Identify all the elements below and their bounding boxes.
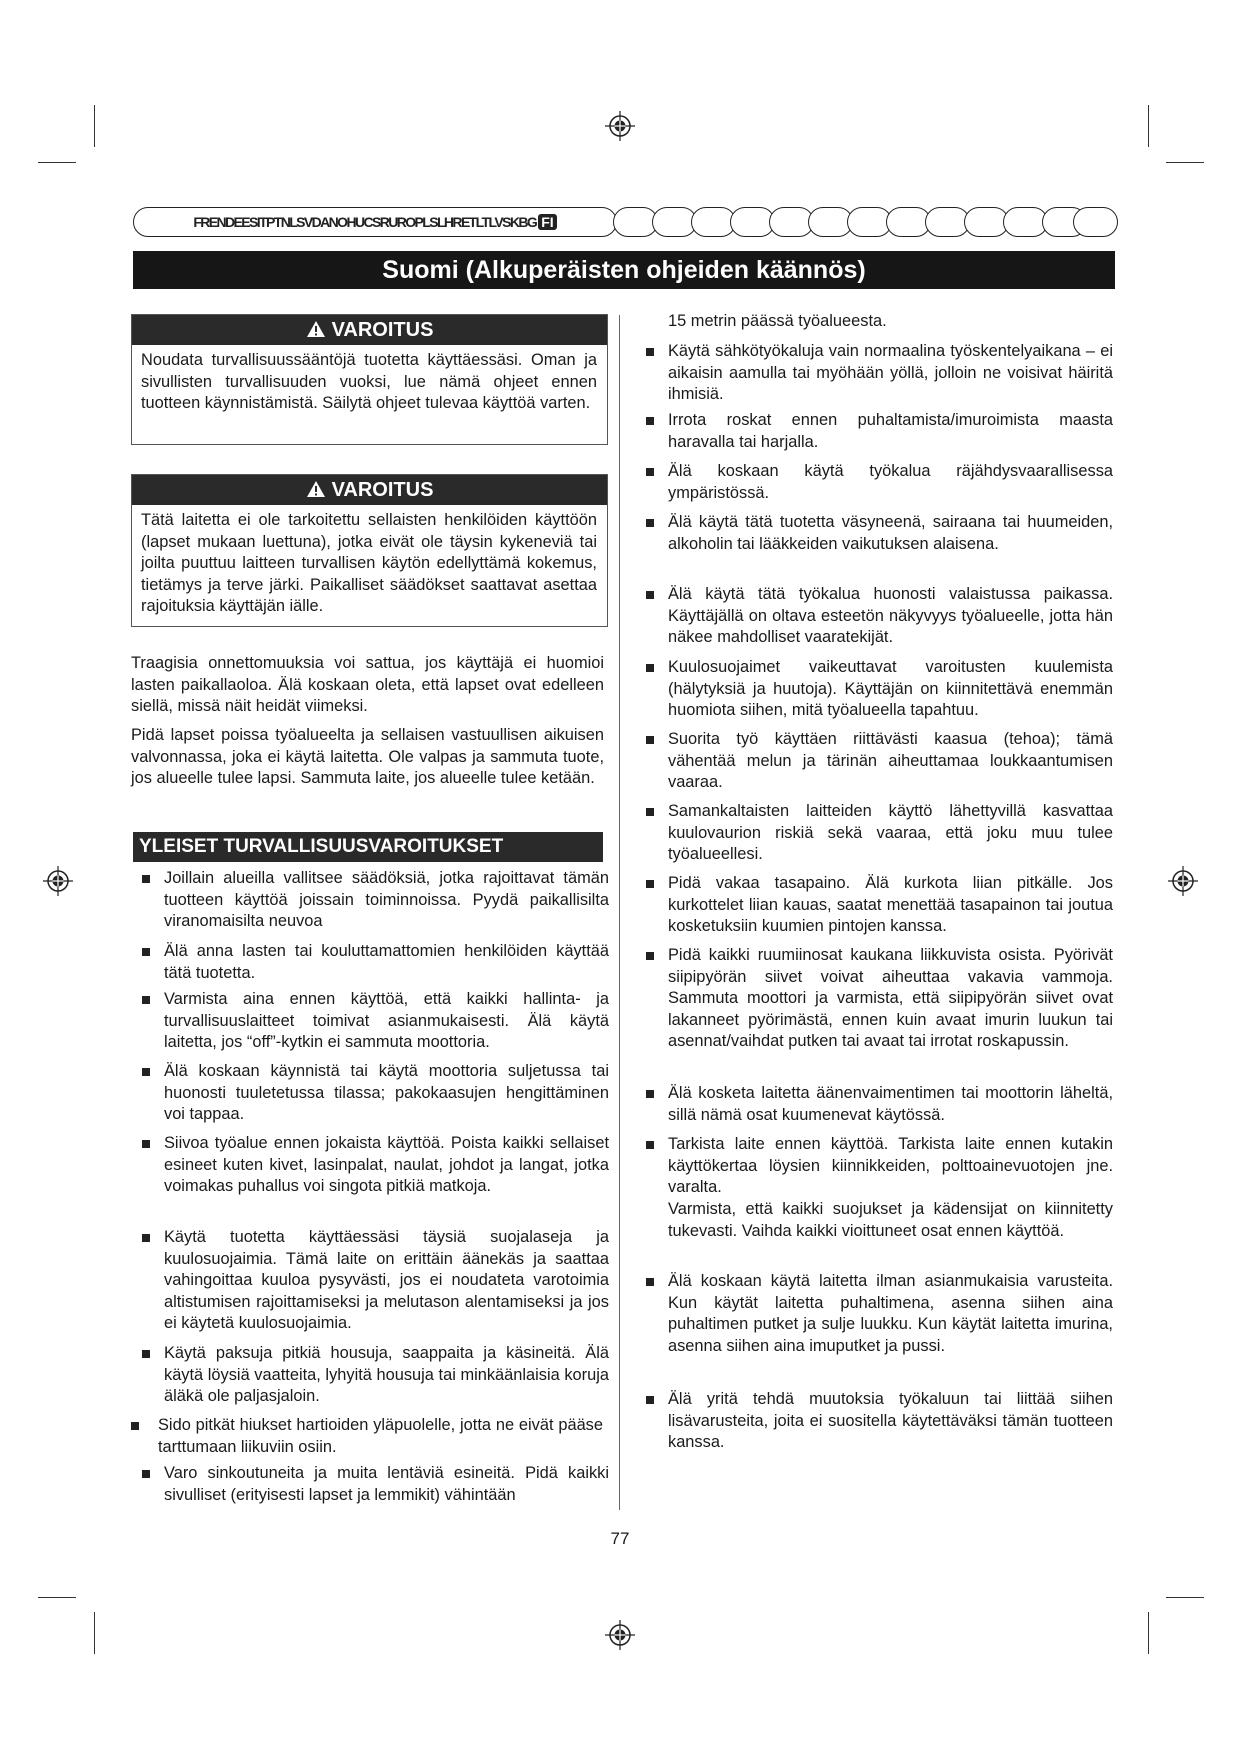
bullet-icon <box>646 880 654 888</box>
bullet-icon <box>646 664 654 672</box>
registration-mark-icon <box>1168 866 1198 896</box>
warning-heading-text: VAROITUS <box>331 479 434 501</box>
crop-mark <box>38 1597 76 1598</box>
language-codes: FRENDEESITPTNLSVDANOHUCSRUROPLSLHRETLTLVSKBG <box>193 214 537 230</box>
list-item <box>164 1343 609 1408</box>
list-item-text: Älä yritä tehdä muutoksia työkaluun tai liittää siihen lisävarusteita, joita ei suositella käytettäväksi tämän tuotteen kanssa. <box>668 1390 1113 1451</box>
list-item-text: Älä kosketa laitetta äänenvaimentimen tai moottorin läheltä, sillä nämä osat kuumenevat käytössä. <box>668 1084 1113 1124</box>
warning-box-1 <box>131 314 608 445</box>
list-item-text: Älä käytä tätä tuotetta väsyneenä, sairaana tai huumeiden, alkoholin tai lääkkeiden vaikutuksen alaisena. <box>668 513 1113 553</box>
list-item-text: Joillain alueilla vallitsee säädöksiä, jotka rajoittavat tämän tuotteen käyttöä joissain toiminnoissa. Pyydä paikallisilta viranomaisilta neuvoa <box>164 869 609 930</box>
list-item <box>668 1271 1113 1357</box>
bullet-icon <box>131 1422 139 1430</box>
list-item <box>668 729 1113 794</box>
list-item-text: Pidä vakaa tasapaino. Älä kurkota liian pitkälle. Jos kurkottelet liian kauas, saatat menettää tasapainon tai joutua kosketuksiin kuumien pintojen kanssa. <box>668 874 1113 935</box>
list-item <box>668 1389 1113 1454</box>
list-item <box>668 801 1113 866</box>
list-item-text: Älä koskaan käytä laitetta ilman asianmukaisia varusteita. Kun käytät laitetta puhaltimena, asenna siihen aina puhaltimen putket ja sulje luukku. Kun käytät laitetta imurina, asenna siihen aina imuputket ja pussi. <box>668 1272 1113 1355</box>
column-divider <box>619 315 620 1510</box>
bullet-icon <box>646 808 654 816</box>
list-item-text: Pidä kaikki ruumiinosat kaukana liikkuvista osista. Pyörivät siipipyörän siivet voivat aiheuttaa vakavia vammoja. Sammuta moottori ja varmista, että siipipyörän siivet ovat lakanneet pyörimästä, ennen kuin avaat imurin luukun tai asennat/vaihdat putken tai avaat tai irrotat roskapussin. <box>668 946 1113 1050</box>
registration-mark-icon <box>605 111 635 141</box>
list-item <box>668 461 1113 504</box>
bullet-icon <box>646 952 654 960</box>
bullet-icon <box>142 996 150 1004</box>
registration-mark-icon <box>605 1620 635 1650</box>
list-item <box>668 410 1113 453</box>
list-item-text: Siivoa työalue ennen jokaista käyttöä. Poista kaikki sellaiset esineet kuten kivet, lasinpalat, naulat, johdot ja langat, jotka voimakas puhallus voi singota pitkiä matkoja. <box>164 1134 609 1195</box>
page-title: Suomi (Alkuperäisten ohjeiden käännös) <box>133 251 1115 289</box>
warning-box-2 <box>131 474 608 627</box>
list-item <box>668 584 1113 649</box>
list-item-text: Kuulosuojaimet vaikeuttavat varoitusten kuulemista (hälytyksiä ja huutoja). Käyttäjän on kiinnitettävä enemmän huomiota siihen, mitä työalueella tapahtuu. <box>668 658 1113 719</box>
list-item <box>668 657 1113 722</box>
list-item <box>668 512 1113 555</box>
registration-mark-icon <box>43 866 73 896</box>
bullet-icon <box>646 1278 654 1286</box>
list-item <box>668 1134 1113 1199</box>
crop-mark <box>1166 162 1204 163</box>
bullet-icon <box>142 948 150 956</box>
list-item-text: Varo sinkoutuneita ja muita lentäviä esineitä. Pidä kaikki sivulliset (erityisesti lapset ja lemmikit) vähintään <box>164 1464 609 1504</box>
bullet-icon <box>142 1234 150 1242</box>
list-item-text: Suorita työ käyttäen riittävästi kaasua (tehoa); tämä vähentää melun ja tärinän aiheuttamaa loukkaantumisen vaaraa. <box>668 730 1113 791</box>
warning-triangle-icon <box>306 480 326 498</box>
section-heading: YLEISET TURVALLISUUSVAROITUKSET <box>133 832 603 862</box>
bullet-icon <box>142 1350 150 1358</box>
list-item <box>164 868 609 933</box>
bullet-icon <box>646 348 654 356</box>
bullet-icon <box>646 519 654 527</box>
list-item <box>158 1415 603 1458</box>
bullet-icon <box>142 1470 150 1478</box>
list-item-text: Samankaltaisten laitteiden käyttö lähettyvillä kasvattaa kuulovaurion riskiä sekä vaaraa, että joku muu tulee työalueellesi. <box>668 802 1113 863</box>
list-item <box>164 989 609 1054</box>
warning-text: Noudata turvallisuussääntöjä tuotetta käyttäessäsi. Oman ja sivullisten turvallisuuden vuoksi, lue nämä ohjeet ennen tuotteen käynnistämistä. Säilytä ohjeet tulevaa käyttöä varten. <box>141 351 597 412</box>
list-item-text: Käytä sähkötyökaluja vain normaalina työskentelyaikana – ei aikaisin aamulla tai myöhään yöllä, jolloin ne voisivat häiritä ihmisiä. <box>668 342 1113 403</box>
crop-mark <box>94 105 95 147</box>
language-tab-strip <box>133 207 617 237</box>
list-item-text: Älä koskaan käytä työkalua räjähdysvaarallisessa ympäristössä. <box>668 462 1113 502</box>
list-item-text: Älä anna lasten tai kouluttamattomien henkilöiden käyttää tätä tuotetta. <box>164 942 609 982</box>
list-item <box>164 1061 609 1126</box>
warning-triangle-icon <box>306 320 326 338</box>
crop-mark <box>94 1612 95 1654</box>
crop-mark <box>1148 1612 1149 1654</box>
bullet-icon <box>646 1396 654 1404</box>
list-item-text: Älä käytä tätä työkalua huonosti valaistussa paikassa. Käyttäjällä on oltava esteetön näkyvyys työalueelle, jotta hän näkee mahdolliset vaaratekijät. <box>668 585 1113 646</box>
list-item-text: Käytä paksuja pitkiä housuja, saappaita ja käsineitä. Älä käytä löysiä vaatteita, lyhyitä housuja tai minkäänlaisia koruja äläkä ole paljasjaloin. <box>164 1344 609 1405</box>
language-tabs <box>133 207 1118 237</box>
language-tab <box>1073 207 1118 237</box>
list-item <box>164 1463 609 1506</box>
paragraph: Traagisia onnettomuuksia voi sattua, jos käyttäjä ei huomioi lasten paikallaoloa. Älä koskaan oleta, että lapset ovat edelleen siellä, missä näit heidät viimeksi. <box>131 654 604 715</box>
warning-heading <box>132 315 607 345</box>
list-item <box>668 1083 1113 1126</box>
list-item <box>668 945 1113 1053</box>
bullet-icon <box>646 468 654 476</box>
bullet-icon <box>646 1090 654 1098</box>
list-item-text: Varmista aina ennen käyttöä, että kaikki hallinta- ja turvallisuuslaitteet toimivat asianmukaisesti. Älä käytä laitetta, jos “off”-kytkin ei sammuta moottoria. <box>164 990 609 1051</box>
warning-heading-text: VAROITUS <box>331 319 434 341</box>
continued-text: 15 metrin päässä työalueesta. <box>668 312 887 330</box>
bullet-icon <box>646 591 654 599</box>
bullet-icon <box>142 1068 150 1076</box>
list-item-text: Irrota roskat ennen puhaltamista/imuroimista maasta haravalla tai harjalla. <box>668 411 1113 451</box>
bullet-icon <box>646 1141 654 1149</box>
warning-text: Tätä laitetta ei ole tarkoitettu sellaisten henkilöiden käyttöön (lapset mukaan luettuna), jotka eivät ole täysin kykeneviä tai joilta puuttuu laitteen turvallisen käytön edellyttämä kokemus, tietämys ja terve järki. Paikalliset säädökset saattavat asettaa rajoituksia käyttäjän iälle. <box>141 511 597 615</box>
bullet-icon <box>646 736 654 744</box>
note-text: Varmista, että kaikki suojukset ja kädensijat on kiinnitetty tukevasti. Vaihda kaikki vioittuneet osat ennen käyttöä. <box>668 1200 1113 1240</box>
active-language-code: FI <box>538 214 556 230</box>
crop-mark <box>38 162 76 163</box>
list-item <box>668 341 1113 406</box>
list-item-text: Sido pitkät hiukset hartioiden yläpuolelle, jotta ne eivät pääse tarttumaan liikuviin osiin. <box>158 1416 603 1456</box>
bullet-icon <box>646 417 654 425</box>
list-item <box>164 1133 609 1198</box>
list-item-text: Tarkista laite ennen käyttöä. Tarkista laite ennen kutakin käyttökertaa löysien kiinnikkeiden, polttoainevuotojen jne. varalta. <box>668 1135 1113 1196</box>
paragraph: Pidä lapset poissa työalueelta ja sellaisen vastuullisen aikuisen valvonnassa, joka ei käytä laitetta. Ole valpas ja sammuta tuote, jos alueelle tulee lapsi. Sammuta laite, jos alueelle tulee ketään. <box>131 726 604 787</box>
list-item <box>164 941 609 984</box>
page-number: 77 <box>610 1529 630 1548</box>
crop-mark <box>1148 105 1149 147</box>
bullet-icon <box>142 875 150 883</box>
warning-heading <box>132 475 607 505</box>
list-item-text: Käytä tuotetta käyttäessäsi täysiä suojalaseja ja kuulosuojaimia. Tämä laite on erittäin äänekäs ja saattaa vahingoittaa kuuloa pysyvästi, jos ei noudateta varotoimia altistumisen rajoittamiseksi ja melutason alentamiseksi ja jos ei käytetä kuulosuojaimia. <box>164 1228 609 1332</box>
bullet-icon <box>142 1140 150 1148</box>
list-item <box>668 873 1113 938</box>
list-item <box>164 1227 609 1335</box>
list-item-text: Älä koskaan käynnistä tai käytä moottoria suljetussa tai huonosti tuuletetussa tilassa; pakokaasujen hengittäminen voi tappaa. <box>164 1062 609 1123</box>
crop-mark <box>1166 1597 1204 1598</box>
